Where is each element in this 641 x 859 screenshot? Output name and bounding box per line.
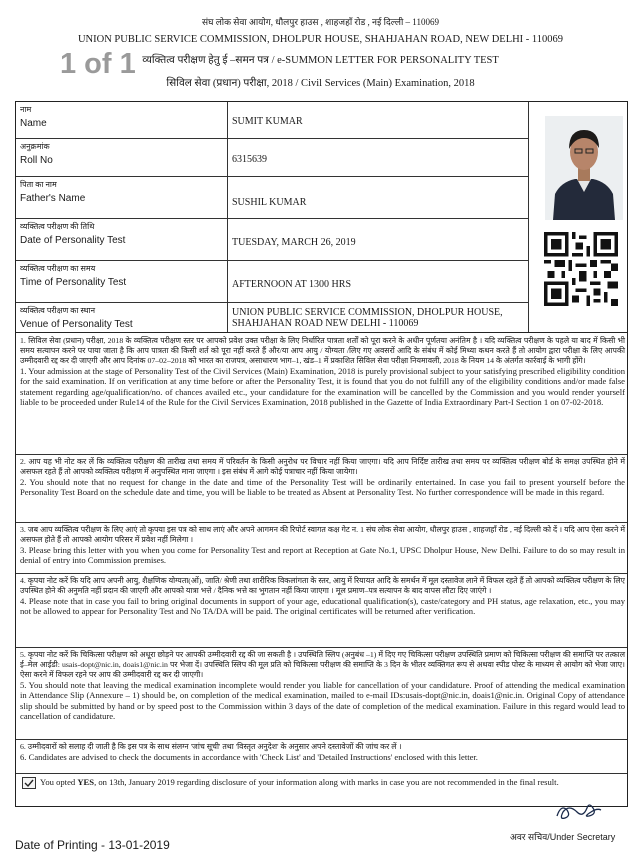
- instruction-2: [20, 457, 625, 498]
- instruction-3-english: 3. Please bring this letter with you when you come for Personality Test and report at Reception at Gate No.1, UPSC Dholpur House, New Delhi. Failure to do so may result in denial of entry into Commission premises.: [20, 545, 625, 566]
- disclosure-option-text: [40, 777, 625, 787]
- header-commission-address: UNION PUBLIC SERVICE COMMISSION, DHOLPUR HOUSE, SHAHJAHAN ROAD, NEW DELHI - 110069: [77, 34, 564, 45]
- instruction-1: [20, 336, 625, 408]
- father-value: SUSHIL KUMAR: [232, 197, 307, 208]
- instruction-4: [20, 576, 625, 617]
- print-date: Date of Printing - 13-01-2019: [15, 838, 170, 852]
- father-label: Father's Name: [20, 193, 86, 204]
- father-row: [16, 177, 528, 219]
- roll-value: 6315639: [232, 154, 267, 165]
- time-label-hindi: व्यक्तित्व परीक्षण का समय: [20, 264, 96, 273]
- instruction-5-hindi: 5. कृपया नोट करें कि चिकित्सा परीक्षण को अधूरा छोड़ने पर आपकी उम्मीदवारी रद्द की जा सकती है । उपस्थिति स्लिप (अनुबंध –1) में दिए गए चिकित्सा परीक्षण उपस्थिति प्रमाण को चिकित्सा परीक्षण की समाप्ति पर तत्काल ई–मेल आईडी: usais-dopt@nic.in, doais1@nic.in पर भेजा दें। उपस्थिति स्लिप की मूल प्रति को चिकित्सा परीक्षण की समाप्ति के 3 दिन के भीतर व्यक्तिगत रूप से अथवा स्पीड पोस्ट के माध्यम से आयोग को भेजा जाए। ऐसा करने में विफल रहने पर आप की उम्मीदवारी रद्द कर दी जाएगी।: [20, 650, 625, 679]
- time-row: [16, 261, 528, 303]
- signature-image: [553, 800, 603, 824]
- instruction-2-english: 2. You should note that no request for change in the date and time of the Personality Test will be ordinarily entertained. In case you fail to present yourself before the Personality Test Board on the schedule date and time, you will be liable to be treated as Absent at Personality Test. No further correspondence will be made in this regard.: [20, 477, 625, 498]
- father-label-hindi: पिता का नाम: [20, 180, 57, 189]
- date-row: [16, 219, 528, 261]
- time-label: Time of Personality Test: [20, 277, 127, 288]
- name-row: [16, 102, 528, 139]
- date-label-hindi: व्यक्तित्व परीक्षण की तिथि: [20, 222, 95, 231]
- signatory-designation: अवर सचिव/Under Secretary: [510, 832, 616, 842]
- name-value: SUMIT KUMAR: [232, 116, 303, 127]
- divider: [16, 647, 627, 648]
- instruction-1-english: 1. Your admission at the stage of Personality Test of the Civil Services (Main) Examination, 2018 is purely provisional subject to your satisfying prescribed eligibility condition for the said examination. If on verification at any time before or after the Personality Test, it is found that you do not fulfill any of the eligibility conditions and/or made false statement regarding age/qualification/no. of chances availed etc., your candidature for the examination will be cancelled by the Commission and you would render yourself liable to be proceeded under Rule14 of the Rule for the Civil Services Examination, 2018 published in the Gazette of India Extraordinary Part-I Section 1 on 07-02-2018.: [20, 366, 626, 408]
- instruction-5-english: 5. You should note that leaving the medical examination incomplete would render you liable for cancellation of your candidature. Proof of attending the medical examination in Attendance Slip (Annexure – 1) should be, on completion of the medical examination, mailed to e-mail IDs:usais-dopt@nic.in, doais1@nic.in. Original Copy of attendance slip should be submitted by hand or by speed post to the Commission within 3 days of the date of completion of the medical examination. Failure in this regard would lead to cancellation of candidature.: [20, 680, 625, 722]
- roll-row: [16, 139, 528, 177]
- venue-label: Venue of Personality Test: [20, 319, 133, 330]
- header-letter-title: व्यक्तित्व परीक्षण हेतु ई –समन पत्र / e-SUMMON LETTER FOR PERSONALITY TEST: [142, 55, 499, 66]
- instructions-section: [15, 333, 628, 807]
- name-label-hindi: नाम: [20, 105, 32, 114]
- disclosure-suffix: , on 13th, January 2019 regarding disclosure of your information along with marks in case you are not recommended in the final result.: [94, 777, 559, 787]
- divider: [16, 454, 627, 455]
- header-hindi-address: संघ लोक सेवा आयोग, धौलपुर हाउस , शाहजहाँ रोड , नई दिल्ली – 110069: [202, 17, 439, 27]
- instruction-6: [20, 742, 625, 762]
- venue-value: UNION PUBLIC SERVICE COMMISSION, DHOLPUR HOUSE, SHAHJAHAN ROAD NEW DELHI - 110069: [232, 307, 503, 329]
- divider: [16, 773, 627, 774]
- roll-label: Roll No: [20, 155, 53, 166]
- page-count-badge: 1 of 1: [60, 48, 136, 80]
- instruction-1-hindi: 1. सिविल सेवा (प्रधान) परीक्षा, 2018 के व्यक्तित्व परीक्षण स्तर पर आपको प्रवेश उक्त परीक्षा के लिए निर्धारित पात्रता शर्तों को पूरा करने के अधीन पूर्णतया अनंतिम है । यदि व्यक्तित्व परीक्षण के पहले या बाद में किसी भी समय सत्यापन करने पर पाया जाता है कि आप पात्रता की किसी शर्त को पूरा नहीं करते हैं और/या आप आयु / योग्यता /लिए गए अवसरों आदि के संबंध में कोई मिथ्या कथन करते हैं तो आयोग द्वारा परीक्षा के लिए आपकी उम्मीदवारी रद्द कर दी जाएगी और आप दिनांक 07–02–2018 को भारत का राजपत्र, असाधारण भाग–1, खंड–1 में प्रकाशित सिविल सेवा परीक्षा नियमावली, 2018 के नियम 14 के अंतर्गत कार्रवाई के भागी होंगे।: [20, 336, 625, 365]
- roll-label-hindi: अनुक्रमांक: [20, 142, 50, 151]
- instruction-5: [20, 650, 625, 722]
- instruction-4-hindi: 4. कृपया नोट करें कि यदि आप अपनी आयु, शैक्षणिक योग्यता(ओं), जाति/ श्रेणी तथा शारीरिक विकलांगता के स्तर, आयु में रियायत आदि के समर्थन में मूल दस्तावेज लाने में विफल रहते हैं तो आपको व्यक्तित्व परीक्षण के लिए उपस्थित होने की अनुमति नहीं प्रदान की जाएगी और आपको यात्रा भत्ते / दैनिक भत्ते का भुगतान नहीं किया जाएगा । मूल प्रमाण–पत्र सत्यापन के बाद वापस लौटा दिए जाएंगे ।: [20, 576, 625, 595]
- instruction-6-hindi: 6. उम्मीदवारों को सलाह दी जाती है कि इस पत्र के साथ संलग्न 'जांच सूची' तथा 'विस्तृत अनुदेश' के अनुसार अपने दस्तावेजों की जांच कर लें ।: [20, 742, 402, 751]
- disclosure-prefix: You opted: [40, 777, 78, 787]
- disclosure-choice: YES: [77, 777, 95, 787]
- date-value: TUESDAY, MARCH 26, 2019: [232, 237, 356, 248]
- time-value: AFTERNOON AT 1300 HRS: [232, 279, 351, 290]
- venue-row: [16, 303, 528, 332]
- instruction-4-english: 4. Please note that in case you fail to bring original documents in support of your age, educational qualification(s), caste/category and PH status, age relaxation, etc., you may not be allowed to appear for Personality Test and No TA/DA will be paid. The original certificates will be returned after verification.: [20, 596, 625, 617]
- candidate-photo: [545, 116, 623, 220]
- name-label: Name: [20, 118, 47, 129]
- divider: [16, 522, 627, 523]
- header-exam-name: सिविल सेवा (प्रधान) परीक्षा, 2018 / Civil Services (Main) Examination, 2018: [166, 78, 475, 89]
- candidate-details-table: [15, 101, 628, 333]
- date-label: Date of Personality Test: [20, 235, 126, 246]
- photo-qr-column: [528, 102, 628, 332]
- qr-code-icon: [544, 232, 618, 306]
- venue-label-hindi: व्यक्तित्व परीक्षण का स्थान: [20, 306, 96, 315]
- divider: [16, 573, 627, 574]
- opt-check-icon: [22, 777, 36, 789]
- instruction-3-hindi: 3. जब आप व्यक्तित्व परीक्षण के लिए आएं तो कृपया इस पत्र को साथ लाएं और अपने आगमन की रिपोर्ट स्वागत कक्ष गेट न. 1 संघ लोक सेवा आयोग, धौलपुर हाउस , शाहजहाँ रोड , नई दिल्ली को दें । यदि आप ऐसा करने में असफल होते हैं तो आपको आयोग परिसर में प्रवेश नहीं मिलेगा ।: [20, 525, 625, 544]
- divider: [16, 739, 627, 740]
- instruction-2-hindi: 2. आप यह भी नोट कर लें कि व्यक्तित्व परीक्षण की तारीख तथा समय में परिवर्तन के किसी अनुरोध पर विचार नहीं किया जाएगा। यदि आप निर्दिष्ट तारीख तथा समय पर व्यक्तित्व परीक्षण बोर्ड के समक्ष उपस्थित होने में असफल रहते हैं तो आपको व्यक्तित्व परीक्षण में अनुपस्थित माना जाएगा । इस संबंध में आगे कोई पत्राचार नहीं किया जायेगा।: [20, 457, 625, 476]
- instruction-3: [20, 525, 625, 566]
- instruction-6-english: 6. Candidates are advised to check the documents in accordance with 'Check List' and 'Detailed Instructions' enclosed with this letter.: [20, 752, 478, 762]
